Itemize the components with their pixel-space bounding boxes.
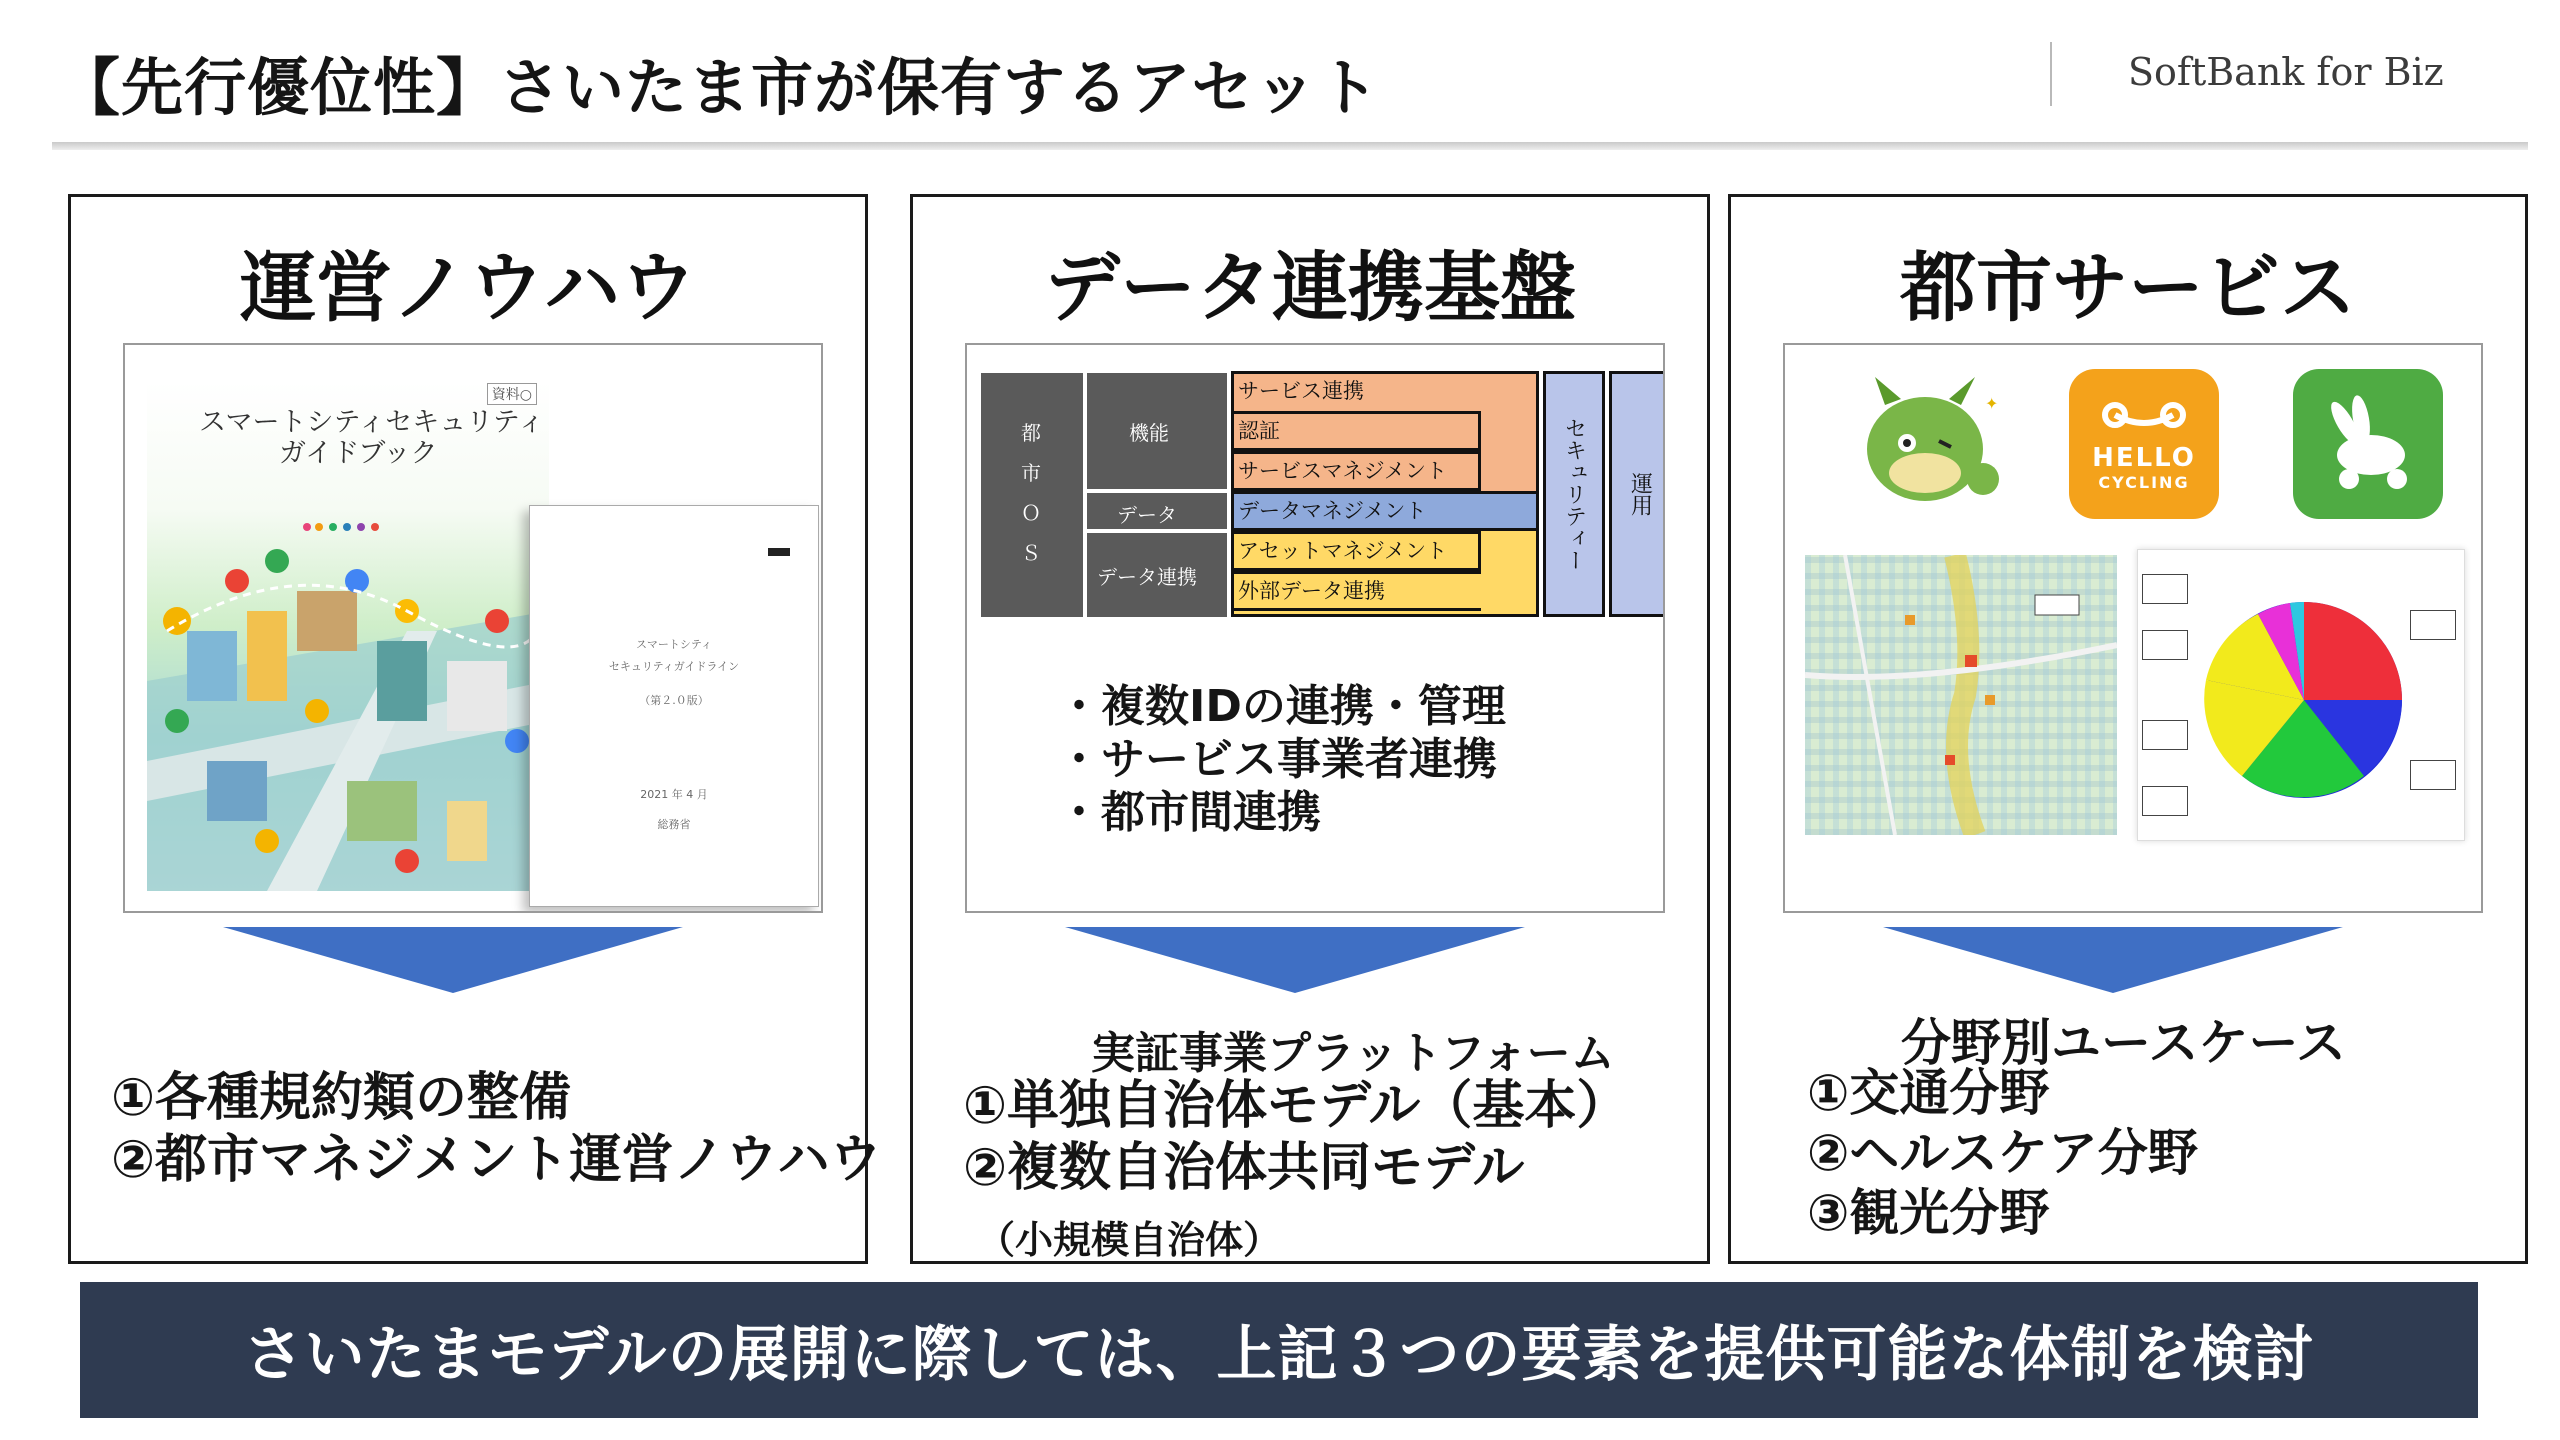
down-arrow-icon (1065, 927, 1525, 993)
link-block (1087, 533, 1227, 617)
platform-items (963, 1075, 1628, 1200)
platform-bullets (1057, 681, 1506, 839)
os-label: 都 (1021, 421, 1041, 445)
data-block (1087, 493, 1227, 529)
usecase-subtitle: 分野別ユースケース (1901, 1014, 2346, 1072)
rabbit-icon (2293, 369, 2443, 519)
cover-title-line: スマートシティセキュリティ (199, 407, 545, 438)
security-column (1543, 371, 1605, 617)
function-block (1087, 373, 1227, 489)
list-item: ③観光分野 (1807, 1184, 2050, 1242)
city-services-images (1783, 343, 2483, 913)
security-label: セキュリティー (1561, 417, 1587, 571)
guide-title-line: スマートシティ (636, 638, 712, 651)
function-label: 機能 (1129, 421, 1169, 445)
app-text: CYCLING (2098, 473, 2190, 492)
guidebook-image (123, 343, 823, 913)
panel-operation-knowhow (68, 194, 882, 1264)
guide-version: （第２.０版） (639, 694, 709, 707)
footer-banner: さいたまモデルの展開に際しては、上記３つの要素を提供可能な体制を検討 (80, 1282, 2478, 1418)
app-text: HELLO (2092, 443, 2196, 473)
guideline-document (529, 505, 819, 907)
usecase-items (1807, 1063, 2198, 1243)
bullet-item: ・都市間連携 (1057, 786, 1321, 838)
cover-title-line: ガイドブック (279, 438, 438, 470)
down-arrow-icon (223, 927, 683, 993)
map-overlay (1805, 555, 2117, 835)
data-label: データ (1117, 503, 1177, 527)
city-map (1805, 555, 2117, 835)
row-service-link: サービス連携 (1231, 371, 1539, 411)
city-illustration (147, 381, 549, 891)
operation-label: 運用 (1627, 472, 1653, 516)
list-item: ②複数自治体共同モデル (963, 1138, 1525, 1199)
document-badge-icon (768, 548, 790, 556)
pie-chart-panel (2137, 549, 2465, 841)
list-item: ②ヘルスケア分野 (1807, 1124, 2198, 1182)
list-item: ①交通分野 (1807, 1064, 2050, 1122)
platform-note: （小規模自治体） (977, 1218, 1282, 1262)
down-arrow-icon (1883, 927, 2343, 993)
platform-diagram (981, 345, 1651, 635)
panel-title: 運営ノウハウ (240, 243, 696, 332)
operation-column (1609, 371, 1665, 617)
list-item: ①各種規約類の整備 (111, 1068, 572, 1128)
platform-subtitle: 実証事業プラットフォーム (1091, 1028, 1615, 1079)
chart-callout (2142, 720, 2188, 750)
platform-diagram-box (965, 343, 1665, 913)
header-rule (52, 142, 2528, 150)
guide-title-line: セキュリティガイドライン (608, 660, 740, 673)
panel-city-services (1728, 194, 2528, 1264)
chart-callout (2410, 610, 2456, 640)
chart-callout (2142, 786, 2188, 816)
row-data-management: データマネジメント (1231, 491, 1539, 531)
row-asset-management: アセットマネジメント (1231, 531, 1481, 571)
link-label: データ連携 (1097, 565, 1197, 589)
guide-date: 2021 年 4 月 (640, 788, 708, 801)
svg-text:✦: ✦ (1985, 394, 1999, 413)
cover-tag: 資料○ (487, 383, 537, 405)
bullet-item: ・サービス事業者連携 (1057, 733, 1497, 785)
header-divider (2050, 42, 2052, 106)
knowhow-items (111, 1067, 881, 1192)
dragon-mascot-icon (1845, 369, 2005, 519)
panel-title: 都市サービス (1900, 243, 2356, 332)
guidebook-cover (147, 381, 549, 891)
chart-callout (2142, 574, 2188, 604)
row-service-management: サービスマネジメント (1231, 451, 1481, 491)
chart-callout (2410, 760, 2456, 790)
os-label: Ｓ (1021, 541, 1041, 565)
list-item: ②都市マネジメント運営ノウハウ (111, 1130, 882, 1191)
city-os-block (981, 373, 1083, 617)
panel-title: データ連携基盤 (1044, 243, 1576, 332)
bullet-item: ・複数IDの連携・管理 (1057, 681, 1506, 732)
chart-callout (2142, 630, 2188, 660)
os-label: 市 (1021, 461, 1041, 485)
hello-cycling-icon (2069, 369, 2219, 519)
row-external-data: 外部データ連携 (1231, 571, 1481, 611)
page-title: 【先行優位性】さいたま市が保有するアセット (58, 51, 1381, 124)
row-auth: 認証 (1231, 411, 1481, 451)
list-item: ①単独自治体モデル（基本） (963, 1076, 1629, 1136)
brand-logo: SoftBank for Biz (2128, 50, 2444, 94)
rabbit-scooter-icon (2293, 369, 2443, 519)
panel-data-platform (910, 194, 1710, 1264)
os-label: Ｏ (1021, 501, 1041, 525)
guide-org: 総務省 (657, 818, 691, 831)
